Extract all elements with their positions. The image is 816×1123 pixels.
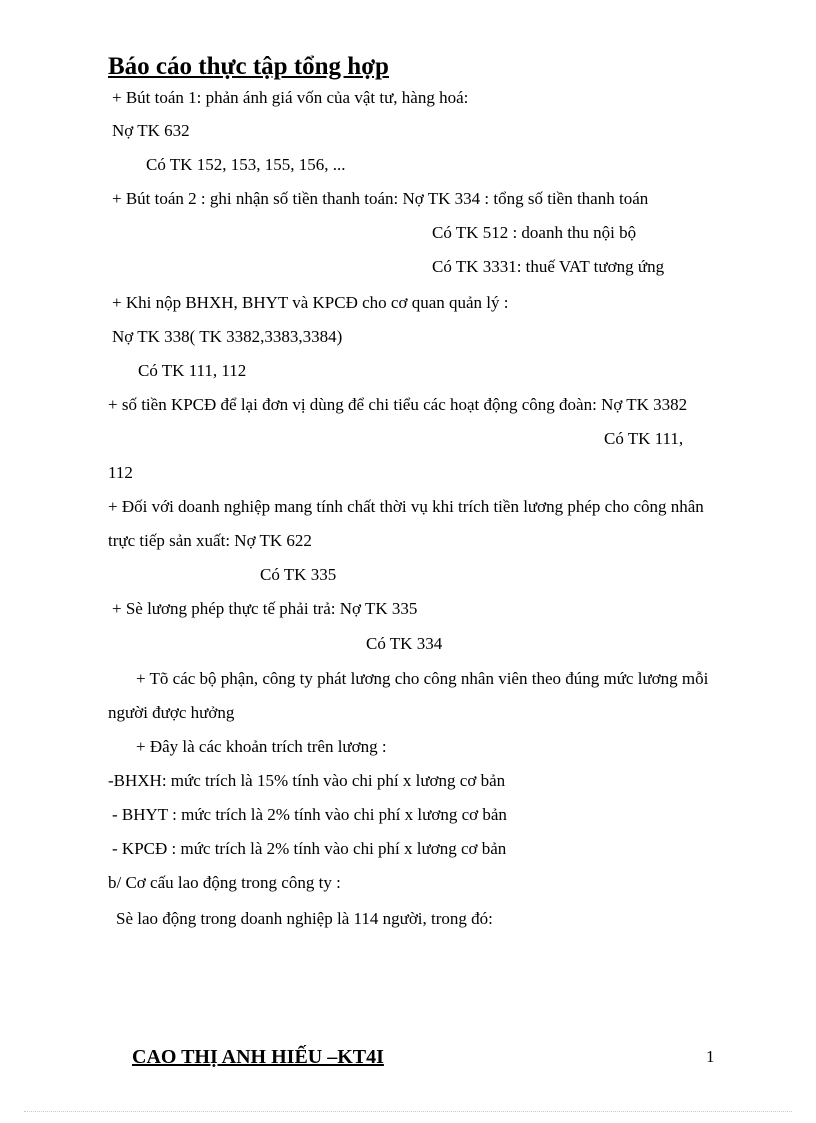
text-line: Có TK 335 (260, 565, 337, 584)
text-line: 112 (108, 463, 133, 482)
text-line: + Đối với doanh nghiệp mang tính chất thời vụ khi trích tiền lương phép cho công nhân (108, 497, 704, 516)
text-line: Có TK 111, (604, 429, 684, 448)
text-line: + Khi nộp BHXH, BHYT và KPCĐ cho cơ quan quản lý : (112, 293, 509, 312)
text-line: người được hưởng (108, 703, 235, 722)
text-line: Nợ TK 338( TK 3382,3383,3384) (112, 327, 343, 346)
text-line: Sè lao động trong doanh nghiệp là 114 người, trong đó: (116, 909, 493, 928)
text-line: Có TK 152, 153, 155, 156, ... (146, 155, 346, 174)
text-line: + số tiền KPCĐ để lại đơn vị dùng để chi tiểu các hoạt động công đoàn: Nợ TK 3382 (108, 395, 688, 414)
text-line: Nợ TK 632 (112, 121, 190, 140)
text-line: b/ Cơ cấu lao động trong công ty : (108, 873, 341, 892)
text-line: + Tõ các bộ phận, công ty phát lương cho công nhân viên theo đúng mức lương mỗi (136, 669, 709, 688)
text-line: trực tiếp sản xuất: Nợ TK 622 (108, 531, 312, 550)
text-line: Có TK 3331: thuế VAT tương ứng (432, 257, 665, 276)
text-line: Có TK 512 : doanh thu nội bộ (432, 223, 637, 242)
text-line: Có TK 334 (366, 634, 443, 653)
text-line: Có TK 111, 112 (138, 361, 247, 380)
text-line: - BHYT : mức trích là 2% tính vào chi phí x lương cơ bản (112, 805, 507, 824)
text-line: + Sè lương phép thực tế phải trả: Nợ TK 335 (112, 599, 418, 618)
text-line: + Bút toán 2 : ghi nhận số tiền thanh toán: Nợ TK 334 : tổng số tiền thanh toán (112, 189, 649, 208)
text-line: -BHXH: mức trích là 15% tính vào chi phí x lương cơ bản (108, 771, 506, 790)
page-bottom-rule (24, 1111, 792, 1112)
text-line: + Bút toán 1: phản ánh giá vốn của vật tư, hàng hoá: (112, 88, 469, 107)
text-line: - KPCĐ : mức trích là 2% tính vào chi phí x lương cơ bản (112, 839, 507, 858)
text-line: + Đây là các khoản trích trên lương : (136, 737, 387, 756)
page-title: Báo cáo thực tập tổng hợp (108, 53, 389, 80)
page-number: 1 (706, 1047, 715, 1066)
footer-author: CAO THỊ ANH HIẾU –KT4I (132, 1046, 384, 1068)
